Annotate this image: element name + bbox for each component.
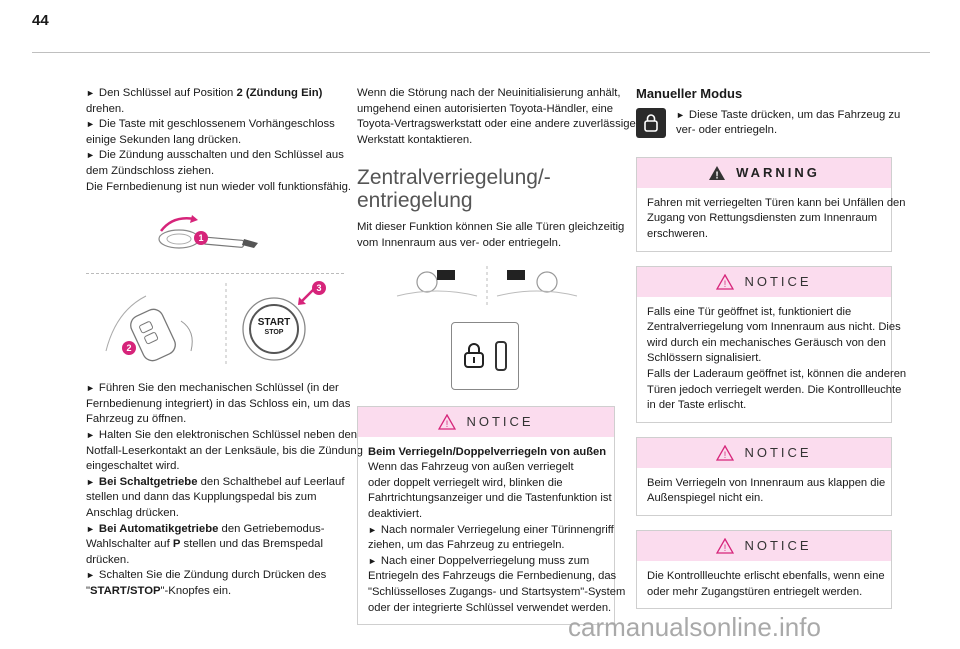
text-line: ► Die Zündung ausschalten und den Schlüssel aus bbox=[86, 149, 344, 162]
text-line: "Schlüsselloses Zugangs- und Startsystem"-System bbox=[368, 585, 626, 598]
padlock-icon bbox=[463, 343, 485, 369]
bullet-arrow-icon: ► bbox=[368, 524, 377, 535]
dashboard-button-locations bbox=[357, 266, 615, 308]
text-line: eingeschaltet wird. bbox=[86, 460, 180, 473]
text-line: ► Diese Taste drücken, um das Fahrzeug zu bbox=[676, 108, 901, 121]
key-ignition-illustration bbox=[86, 209, 344, 259]
bullet-arrow-icon: ► bbox=[86, 383, 95, 394]
bullet-arrow-icon: ► bbox=[86, 88, 95, 98]
text-line: "START/STOP"-Knopfes ein. bbox=[86, 584, 232, 597]
text-line: Mit dieser Funktion können Sie alle Türen gleichzeitig bbox=[357, 221, 625, 234]
text-line: oder der integrierte Schlüssel verwendet werden. bbox=[368, 601, 612, 614]
warning-body bbox=[637, 188, 906, 251]
text-line: Fahrtrichtungsanzeiger und die Tastenfunktion ist bbox=[368, 492, 612, 505]
figure-label-2: 2 bbox=[122, 341, 136, 355]
caution-triangle-icon bbox=[438, 414, 456, 430]
text-line: Notfall-Leserkontakt an der Lenksäule, bis die Zündung bbox=[86, 444, 363, 457]
manual-mode-heading: Manueller Modus bbox=[636, 86, 743, 101]
para-reinit-steps bbox=[86, 86, 352, 195]
notice-title: NOTICE bbox=[744, 444, 812, 460]
text-line: drücken. bbox=[86, 553, 130, 566]
svg-text:!: ! bbox=[715, 170, 719, 181]
text-line: Die Fernbedienung ist nun wieder voll funktionsfähig. bbox=[86, 180, 352, 193]
bullet-arrow-icon: ► bbox=[86, 570, 95, 581]
notice-box-indicator bbox=[636, 530, 892, 609]
caution-triangle-icon bbox=[716, 445, 734, 461]
text-line: ► Den Schlüssel auf Position 2 (Zündung Ein) bbox=[86, 87, 323, 99]
text-line: Zugang von Rettungsdiensten zum Innenraum bbox=[647, 212, 878, 225]
notice-body bbox=[637, 468, 891, 515]
para-dealer-contact bbox=[357, 86, 636, 148]
svg-text:!: ! bbox=[724, 278, 727, 289]
bullet-arrow-icon: ► bbox=[86, 150, 95, 161]
warning-triangle-icon bbox=[708, 165, 726, 181]
text-line: Türen jedoch verriegelt werden. Die Kontrollleuchte bbox=[647, 383, 902, 396]
text-line: vom Innenraum aus ver- oder entriegeln. bbox=[357, 236, 562, 249]
bullet-arrow-icon: ► bbox=[86, 119, 95, 130]
text-line: Zentralverriegelung vom Innenraum aus nicht. Dies bbox=[647, 321, 901, 334]
watermark: carmanualsonline.info bbox=[568, 612, 821, 642]
text-line: Die Kontrollleuchte erlischt ebenfalls, wenn eine bbox=[647, 569, 885, 582]
text-line: ► Führen Sie den mechanischen Schlüssel (in der bbox=[86, 382, 339, 395]
bullet-arrow-icon: ► bbox=[86, 476, 95, 487]
start-stop-illustration bbox=[86, 281, 344, 367]
key-in-lock-drawing bbox=[86, 209, 344, 259]
svg-text:!: ! bbox=[446, 418, 449, 429]
text-line: erschweren. bbox=[647, 227, 708, 240]
text-line: ► Die Taste mit geschlossenem Vorhängeschloss bbox=[86, 118, 335, 131]
notice-box-mirrors bbox=[636, 437, 892, 516]
text-line: Beim Verriegeln von Innenraum aus klappen die bbox=[647, 476, 886, 489]
text-line: Falls der Laderaum geöffnet ist, können die anderen bbox=[647, 367, 907, 380]
header-rule bbox=[32, 52, 930, 53]
svg-text:!: ! bbox=[724, 449, 727, 460]
text-line: Anschlag drücken. bbox=[86, 506, 179, 519]
notice-body bbox=[637, 297, 907, 422]
dashboard-drawing bbox=[357, 266, 615, 308]
text-line: einige Sekunden lang drücken. bbox=[86, 133, 242, 146]
text-line: Werkstatt kontaktieren. bbox=[357, 133, 473, 146]
text-line: Wenn das Fahrzeug von außen verriegelt bbox=[368, 461, 574, 474]
text-line: ► Nach normaler Verriegelung einer Türinnengriff bbox=[368, 523, 614, 536]
bullet-arrow-icon: ► bbox=[86, 523, 95, 534]
bullet-arrow-icon: ► bbox=[368, 555, 377, 566]
notice-body bbox=[637, 561, 891, 608]
text-line: ► Nach einer Doppelverriegelung muss zum bbox=[368, 554, 590, 567]
notice-title: NOTICE bbox=[744, 538, 812, 554]
lock-button-icon bbox=[636, 108, 666, 138]
text-line: umgehend einen autorisierten Toyota-Händler, eine bbox=[357, 102, 614, 115]
bullet-arrow-icon: ► bbox=[676, 109, 685, 120]
text-line: Toyota-Vertragswerkstatt oder eine andere zuverlässige bbox=[357, 118, 636, 131]
svg-text:!: ! bbox=[724, 542, 727, 553]
text-line: oder doppelt verriegelt wird, blinken die bbox=[368, 476, 563, 489]
para-emergency-start-steps bbox=[86, 381, 363, 599]
caution-triangle-icon bbox=[716, 538, 734, 554]
text-line: Fahrzeug zu öffnen. bbox=[86, 413, 187, 426]
emergency-start-drawing bbox=[86, 281, 344, 367]
column-3 bbox=[636, 86, 907, 623]
text-line: Wenn die Störung nach der Neuinitialisierung anhält, bbox=[357, 87, 621, 99]
section-title: Zentralverriegelung/- entriegelung bbox=[357, 166, 551, 213]
page-number: 44 bbox=[32, 12, 49, 29]
text-line: ziehen, um das Fahrzeug zu entriegeln. bbox=[368, 539, 565, 552]
start-stop-button-label: START STOP bbox=[257, 317, 291, 337]
text-line: ► Schalten Sie die Zündung durch Drücken des bbox=[86, 569, 327, 582]
text-line: Fahren mit verriegelten Türen kann bei Unfällen den bbox=[647, 196, 906, 209]
text-line: Falls eine Tür geöffnet ist, funktioniert die bbox=[647, 305, 852, 318]
notice-body bbox=[358, 437, 626, 625]
manual-mode-row bbox=[636, 108, 901, 139]
text-line: ► Bei Automatikgetriebe den Getriebemodus- bbox=[86, 522, 325, 535]
para-central-locking bbox=[357, 220, 625, 251]
central-locking-button bbox=[451, 322, 519, 390]
notice-box-open-door bbox=[636, 266, 907, 423]
column-1 bbox=[86, 86, 363, 599]
text-line: wird durch ein mechanisches Geräusch von den bbox=[647, 336, 886, 349]
text-line: ver- oder entriegeln. bbox=[676, 124, 778, 137]
manual-mode-text bbox=[676, 108, 900, 139]
column-2 bbox=[357, 86, 636, 639]
notice-box-external-locking bbox=[357, 406, 626, 626]
text-line: stellen und dann das Kupplungspedal bis zum bbox=[86, 491, 317, 504]
illustration-divider bbox=[86, 273, 344, 275]
text-line: Schlössern signalisiert. bbox=[647, 352, 762, 365]
text-line: ► Halten Sie den elektronischen Schlüssel neben den bbox=[86, 428, 358, 441]
notice-title: NOTICE bbox=[744, 273, 812, 289]
notice-title: NOTICE bbox=[466, 413, 534, 429]
warning-box bbox=[636, 157, 906, 252]
text-line: Entriegeln des Fahrzeugs die Fernbedienung, das bbox=[368, 570, 617, 583]
text-line: Wahlschalter auf P stellen und das Bremspedal bbox=[86, 538, 323, 551]
text-line: dem Zündschloss ziehen. bbox=[86, 164, 215, 177]
text-line: Fernbedienung integriert) in das Schloss ein, um das bbox=[86, 397, 351, 410]
text-line: ► Bei Schaltgetriebe den Schalthebel auf Leerlauf bbox=[86, 475, 345, 488]
text-line: in der Taste erlischt. bbox=[647, 399, 747, 412]
text-line: deaktiviert. bbox=[368, 507, 423, 520]
figure-label-1: 1 bbox=[194, 231, 208, 245]
bullet-arrow-icon: ► bbox=[86, 429, 95, 440]
text-line: Außenspiegel nicht ein. bbox=[647, 492, 764, 505]
text-line: oder mehr Zugangstüren entriegelt werden. bbox=[647, 585, 863, 598]
text-line: drehen. bbox=[86, 102, 125, 115]
warning-title: WARNING bbox=[736, 164, 820, 180]
figure-label-3: 3 bbox=[312, 281, 326, 295]
indicator-light-icon bbox=[495, 341, 507, 371]
text-line: Beim Verriegeln/Doppelverriegeln von außen bbox=[368, 445, 607, 458]
caution-triangle-icon bbox=[716, 274, 734, 290]
